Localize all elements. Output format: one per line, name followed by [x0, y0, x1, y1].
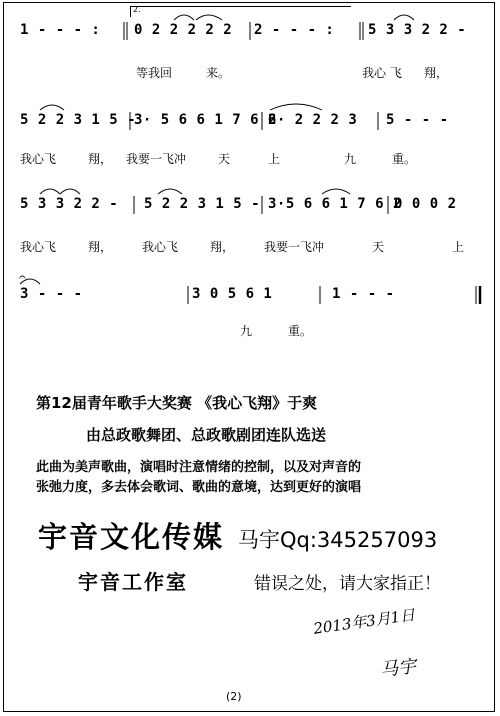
measure: 0 2 2 2 2 2: [134, 22, 233, 38]
brand-name: 宇音文化传媒: [38, 520, 225, 554]
song-title-line: 第12届青年歌手大奖赛 《我心飞翔》于爽: [36, 394, 318, 412]
lyric: 重。: [288, 324, 313, 338]
source-line: 由总政歌舞团、总政歌剧团连队选送: [86, 426, 327, 444]
contact-qq: 马宇Qq:345257093: [238, 528, 438, 552]
measure: 3· 5 6 6 1 7 6 6: [134, 112, 277, 128]
measure: 1 - - - :: [20, 22, 101, 38]
measure: 3 0 5 6 1: [192, 286, 273, 302]
measure: 3·5 6 6 1 7 6 2: [268, 196, 402, 212]
lyric: 翔，: [424, 66, 449, 80]
measure: 5 2 2 3 1 5 -: [20, 112, 137, 128]
score-line-3: [14, 196, 484, 216]
volta-bracket: [130, 6, 351, 17]
lyric: 上: [268, 152, 281, 166]
volta-label: 2.: [133, 5, 141, 14]
lyric: 我心飞: [20, 240, 57, 254]
lyric: 翔，: [88, 152, 113, 166]
lyric: 天: [218, 152, 231, 166]
score-line-2: [14, 112, 484, 132]
lyric: 我要一飞冲: [264, 240, 325, 254]
measure: 0 0 0 2: [394, 196, 457, 212]
errata-note: 错误之处，请大家指正！: [254, 574, 441, 594]
lyric: 翔，: [210, 240, 235, 254]
lyric: 九: [240, 324, 253, 338]
lyric: 翔，: [88, 240, 113, 254]
measure: 5 3 3 2 2 -: [368, 22, 467, 38]
lyric: 我心飞: [20, 152, 57, 166]
page-frame: [3, 2, 495, 712]
measure: 5 2 2 3 1 5 -: [144, 196, 261, 212]
lyric: 我心 飞: [362, 66, 402, 80]
lyric: 来。: [206, 66, 231, 80]
measure: 5 3 3 2 2 -: [20, 196, 119, 212]
handwritten-signature: 马宇: [379, 656, 418, 681]
performance-note-line-2: 张弛力度，多去体会歌词、歌曲的意境，达到更好的演唱: [36, 480, 362, 495]
score-line-4: [14, 286, 484, 306]
measure: 2 - - - :: [254, 22, 335, 38]
lyric: 等我回: [136, 66, 173, 80]
handwritten-date: 2013年3月1日: [312, 605, 417, 638]
lyric: 九: [344, 152, 357, 166]
page-number: (2): [226, 690, 242, 703]
measure: 2· 2 2 2 3: [268, 112, 358, 128]
measure: 1 - - -: [332, 286, 395, 302]
lyric: 我要一飞冲: [126, 152, 187, 166]
lyric: 天: [372, 240, 385, 254]
measure: 5 - - -: [386, 112, 449, 128]
lyric: 上: [452, 240, 465, 254]
measure: 3 - - -: [20, 286, 83, 302]
performance-note-line-1: 此曲为美声歌曲，演唱时注意情绪的控制，以及对声音的: [36, 460, 362, 475]
fermata-icon: 𝄐: [19, 270, 26, 284]
studio-name: 宇音工作室: [78, 570, 188, 594]
score-line-1: [14, 22, 484, 42]
lyric: 重。: [392, 152, 417, 166]
lyric: 我心飞: [142, 240, 179, 254]
